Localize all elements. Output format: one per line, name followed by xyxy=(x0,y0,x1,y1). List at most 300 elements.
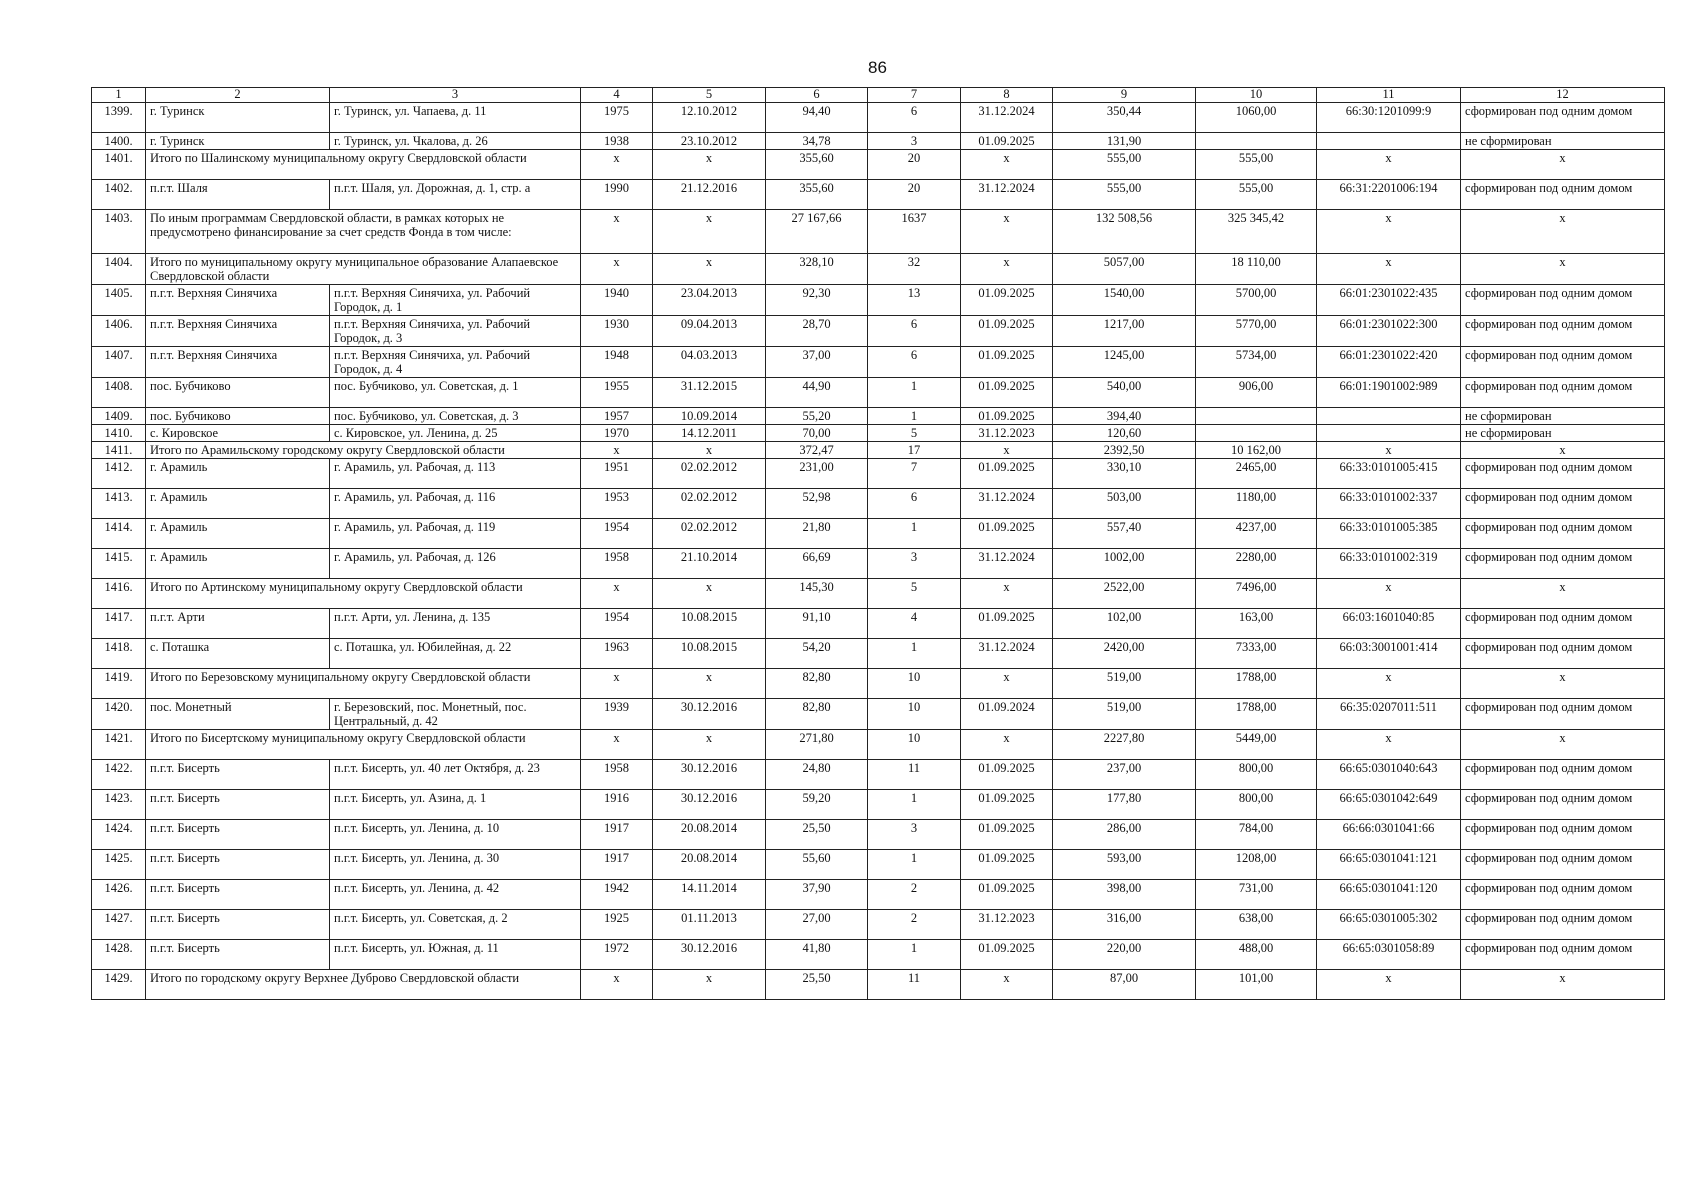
resettlement-deadline: 01.09.2025 xyxy=(961,940,1053,970)
row-number: 1425. xyxy=(92,850,146,880)
emergency-date: 10.09.2014 xyxy=(653,408,766,425)
cost-value xyxy=(1196,408,1317,425)
emergency-date: 21.12.2016 xyxy=(653,180,766,210)
emergency-date: 30.12.2016 xyxy=(653,760,766,790)
row-number: 1427. xyxy=(92,910,146,940)
table-row xyxy=(92,880,1665,910)
emergency-date: x xyxy=(653,730,766,760)
cadastral-number xyxy=(1317,425,1461,442)
table-row xyxy=(92,489,1665,519)
build-year: 1958 xyxy=(581,549,653,579)
cadastral-number: x xyxy=(1317,730,1461,760)
land-area: 519,00 xyxy=(1053,699,1196,730)
table-row xyxy=(92,103,1665,133)
build-year: x xyxy=(581,442,653,459)
total-caption: Итого по муниципальному округу муниципальное образование Алапаевское Свердловской области xyxy=(146,254,581,285)
col-header-8: 8 xyxy=(961,88,1053,103)
land-area: 2392,50 xyxy=(1053,442,1196,459)
land-area: 131,90 xyxy=(1053,133,1196,150)
cost-value xyxy=(1196,425,1317,442)
resettlement-deadline: 01.09.2025 xyxy=(961,609,1053,639)
resettlement-deadline: 01.09.2025 xyxy=(961,347,1053,378)
build-year: 1972 xyxy=(581,940,653,970)
cost-value: 325 345,42 xyxy=(1196,210,1317,254)
address: п.г.т. Бисерть, ул. Ленина, д. 10 xyxy=(330,820,581,850)
cadastral-number: 66:33:0101005:385 xyxy=(1317,519,1461,549)
area-value: 25,50 xyxy=(766,820,868,850)
table-row xyxy=(92,425,1665,442)
residents-count: 3 xyxy=(868,820,961,850)
land-area: 87,00 xyxy=(1053,970,1196,1000)
land-status: x xyxy=(1461,442,1665,459)
build-year: 1942 xyxy=(581,880,653,910)
table-row xyxy=(92,820,1665,850)
residents-count: 10 xyxy=(868,699,961,730)
residents-count: 20 xyxy=(868,150,961,180)
row-number: 1400. xyxy=(92,133,146,150)
table-row xyxy=(92,639,1665,669)
address: г. Туринск, ул. Чкалова, д. 26 xyxy=(330,133,581,150)
address: пос. Бубчиково, ул. Советская, д. 3 xyxy=(330,408,581,425)
col-header-4: 4 xyxy=(581,88,653,103)
address: п.г.т. Верхняя Синячиха, ул. Рабочий Городок, д. 3 xyxy=(330,316,581,347)
build-year: 1958 xyxy=(581,760,653,790)
area-value: 355,60 xyxy=(766,180,868,210)
row-number: 1419. xyxy=(92,669,146,699)
cadastral-number: 66:33:0101002:319 xyxy=(1317,549,1461,579)
table-total-row xyxy=(92,254,1665,285)
cadastral-number: 66:33:0101005:415 xyxy=(1317,459,1461,489)
total-caption: Итого по Бисертскому муниципальному округу Свердловской области xyxy=(146,730,581,760)
cadastral-number: 66:65:0301041:120 xyxy=(1317,880,1461,910)
table-total-row xyxy=(92,669,1665,699)
row-number: 1414. xyxy=(92,519,146,549)
municipality-name: г. Арамиль xyxy=(146,549,330,579)
land-status: сформирован под одним домом xyxy=(1461,489,1665,519)
cost-value: 1180,00 xyxy=(1196,489,1317,519)
address: г. Арамиль, ул. Рабочая, д. 126 xyxy=(330,549,581,579)
municipality-name: п.г.т. Верхняя Синячиха xyxy=(146,285,330,316)
cost-value: 1208,00 xyxy=(1196,850,1317,880)
cadastral-number: x xyxy=(1317,970,1461,1000)
cadastral-number: x xyxy=(1317,254,1461,285)
land-area: 177,80 xyxy=(1053,790,1196,820)
residents-count: 5 xyxy=(868,579,961,609)
table-row xyxy=(92,180,1665,210)
row-number: 1406. xyxy=(92,316,146,347)
row-number: 1417. xyxy=(92,609,146,639)
municipality-name: с. Кировское xyxy=(146,425,330,442)
area-value: 372,47 xyxy=(766,442,868,459)
table-total-row xyxy=(92,150,1665,180)
land-area: 2227,80 xyxy=(1053,730,1196,760)
table-row xyxy=(92,347,1665,378)
land-status: x xyxy=(1461,970,1665,1000)
land-status: x xyxy=(1461,254,1665,285)
area-value: 328,10 xyxy=(766,254,868,285)
residents-count: 32 xyxy=(868,254,961,285)
residents-count: 6 xyxy=(868,316,961,347)
build-year: 1930 xyxy=(581,316,653,347)
cadastral-number: 66:65:0301058:89 xyxy=(1317,940,1461,970)
address: п.г.т. Бисерть, ул. Советская, д. 2 xyxy=(330,910,581,940)
land-status: сформирован под одним домом xyxy=(1461,790,1665,820)
col-header-2: 2 xyxy=(146,88,330,103)
cost-value: 638,00 xyxy=(1196,910,1317,940)
municipality-name: п.г.т. Бисерть xyxy=(146,910,330,940)
address: с. Поташка, ул. Юбилейная, д. 22 xyxy=(330,639,581,669)
build-year: 1954 xyxy=(581,519,653,549)
land-area: 398,00 xyxy=(1053,880,1196,910)
land-area: 2420,00 xyxy=(1053,639,1196,669)
emergency-date: 02.02.2012 xyxy=(653,489,766,519)
cadastral-number: 66:33:0101002:337 xyxy=(1317,489,1461,519)
land-status: сформирован под одним домом xyxy=(1461,609,1665,639)
row-number: 1407. xyxy=(92,347,146,378)
land-status: сформирован под одним домом xyxy=(1461,760,1665,790)
build-year: 1917 xyxy=(581,850,653,880)
land-area: 120,60 xyxy=(1053,425,1196,442)
row-number: 1408. xyxy=(92,378,146,408)
address: п.г.т. Арти, ул. Ленина, д. 135 xyxy=(330,609,581,639)
build-year: x xyxy=(581,210,653,254)
cost-value: 1788,00 xyxy=(1196,669,1317,699)
table-row xyxy=(92,910,1665,940)
municipality-name: г. Туринск xyxy=(146,133,330,150)
row-number: 1421. xyxy=(92,730,146,760)
cadastral-number: 66:65:0301041:121 xyxy=(1317,850,1461,880)
land-area: 2522,00 xyxy=(1053,579,1196,609)
emergency-date: 01.11.2013 xyxy=(653,910,766,940)
land-status: сформирован под одним домом xyxy=(1461,378,1665,408)
municipality-name: г. Арамиль xyxy=(146,489,330,519)
area-value: 82,80 xyxy=(766,669,868,699)
build-year: x xyxy=(581,254,653,285)
cost-value: 784,00 xyxy=(1196,820,1317,850)
row-number: 1424. xyxy=(92,820,146,850)
row-number: 1399. xyxy=(92,103,146,133)
resettlement-deadline: x xyxy=(961,150,1053,180)
cost-value: 101,00 xyxy=(1196,970,1317,1000)
land-status: сформирован под одним домом xyxy=(1461,910,1665,940)
address: г. Арамиль, ул. Рабочая, д. 119 xyxy=(330,519,581,549)
address: п.г.т. Бисерть, ул. 40 лет Октября, д. 23 xyxy=(330,760,581,790)
area-value: 355,60 xyxy=(766,150,868,180)
residents-count: 1 xyxy=(868,408,961,425)
area-value: 70,00 xyxy=(766,425,868,442)
table-row xyxy=(92,408,1665,425)
address: п.г.т. Шаля, ул. Дорожная, д. 1, стр. а xyxy=(330,180,581,210)
land-status: сформирован под одним домом xyxy=(1461,180,1665,210)
resettlement-deadline: 31.12.2024 xyxy=(961,180,1053,210)
area-value: 21,80 xyxy=(766,519,868,549)
build-year: x xyxy=(581,730,653,760)
row-number: 1411. xyxy=(92,442,146,459)
build-year: 1917 xyxy=(581,820,653,850)
residents-count: 6 xyxy=(868,103,961,133)
build-year: 1940 xyxy=(581,285,653,316)
cadastral-number: 66:03:3001001:414 xyxy=(1317,639,1461,669)
table-total-row xyxy=(92,442,1665,459)
municipality-name: п.г.т. Бисерть xyxy=(146,880,330,910)
resettlement-deadline: 31.12.2024 xyxy=(961,639,1053,669)
area-value: 271,80 xyxy=(766,730,868,760)
land-area: 557,40 xyxy=(1053,519,1196,549)
address: г. Туринск, ул. Чапаева, д. 11 xyxy=(330,103,581,133)
resettlement-deadline: 01.09.2025 xyxy=(961,820,1053,850)
col-header-6: 6 xyxy=(766,88,868,103)
total-caption: По иным программам Свердловской области, в рамках которых не предусмотрено финансирование за счет средств Фонда в том числе: xyxy=(146,210,581,254)
emergency-date: x xyxy=(653,970,766,1000)
cadastral-number: 66:31:2201006:194 xyxy=(1317,180,1461,210)
cost-value: 555,00 xyxy=(1196,150,1317,180)
residents-count: 20 xyxy=(868,180,961,210)
row-number: 1404. xyxy=(92,254,146,285)
cadastral-number xyxy=(1317,133,1461,150)
residents-count: 4 xyxy=(868,609,961,639)
resettlement-deadline: x xyxy=(961,730,1053,760)
residents-count: 5 xyxy=(868,425,961,442)
cost-value: 1788,00 xyxy=(1196,699,1317,730)
col-header-1: 1 xyxy=(92,88,146,103)
table-total-row xyxy=(92,970,1665,1000)
build-year: 1975 xyxy=(581,103,653,133)
build-year: 1970 xyxy=(581,425,653,442)
build-year: 1938 xyxy=(581,133,653,150)
table-row xyxy=(92,940,1665,970)
residents-count: 6 xyxy=(868,489,961,519)
land-status: сформирован под одним домом xyxy=(1461,850,1665,880)
cost-value: 731,00 xyxy=(1196,880,1317,910)
build-year: x xyxy=(581,669,653,699)
resettlement-deadline: 01.09.2025 xyxy=(961,378,1053,408)
cost-value: 4237,00 xyxy=(1196,519,1317,549)
row-number: 1415. xyxy=(92,549,146,579)
area-value: 82,80 xyxy=(766,699,868,730)
area-value: 27 167,66 xyxy=(766,210,868,254)
row-number: 1401. xyxy=(92,150,146,180)
land-status: сформирован под одним домом xyxy=(1461,285,1665,316)
resettlement-deadline: x xyxy=(961,970,1053,1000)
emergency-date: 10.08.2015 xyxy=(653,609,766,639)
resettlement-deadline: 01.09.2025 xyxy=(961,880,1053,910)
build-year: x xyxy=(581,579,653,609)
resettlement-deadline: 01.09.2025 xyxy=(961,850,1053,880)
area-value: 54,20 xyxy=(766,639,868,669)
build-year: 1955 xyxy=(581,378,653,408)
municipality-name: п.г.т. Бисерть xyxy=(146,850,330,880)
cost-value: 555,00 xyxy=(1196,180,1317,210)
emergency-date: x xyxy=(653,254,766,285)
table-row xyxy=(92,378,1665,408)
emergency-date: 02.02.2012 xyxy=(653,519,766,549)
area-value: 44,90 xyxy=(766,378,868,408)
land-area: 316,00 xyxy=(1053,910,1196,940)
land-status: x xyxy=(1461,669,1665,699)
cadastral-number: 66:65:0301005:302 xyxy=(1317,910,1461,940)
cadastral-number: 66:01:2301022:420 xyxy=(1317,347,1461,378)
build-year: 1963 xyxy=(581,639,653,669)
land-area: 5057,00 xyxy=(1053,254,1196,285)
cost-value: 2465,00 xyxy=(1196,459,1317,489)
municipality-name: с. Поташка xyxy=(146,639,330,669)
build-year: x xyxy=(581,150,653,180)
land-area: 220,00 xyxy=(1053,940,1196,970)
area-value: 28,70 xyxy=(766,316,868,347)
resettlement-deadline: 31.12.2024 xyxy=(961,549,1053,579)
emergency-date: 20.08.2014 xyxy=(653,850,766,880)
cost-value: 7333,00 xyxy=(1196,639,1317,669)
cadastral-number xyxy=(1317,408,1461,425)
row-number: 1402. xyxy=(92,180,146,210)
area-value: 55,20 xyxy=(766,408,868,425)
municipality-name: г. Туринск xyxy=(146,103,330,133)
land-area: 540,00 xyxy=(1053,378,1196,408)
build-year: 1957 xyxy=(581,408,653,425)
emergency-date: x xyxy=(653,150,766,180)
cadastral-number: 66:65:0301040:643 xyxy=(1317,760,1461,790)
residents-count: 1 xyxy=(868,790,961,820)
cadastral-number: 66:35:0207011:511 xyxy=(1317,699,1461,730)
resettlement-deadline: 31.12.2024 xyxy=(961,489,1053,519)
emergency-date: x xyxy=(653,669,766,699)
address: п.г.т. Бисерть, ул. Ленина, д. 42 xyxy=(330,880,581,910)
residents-count: 7 xyxy=(868,459,961,489)
land-area: 519,00 xyxy=(1053,669,1196,699)
area-value: 37,90 xyxy=(766,880,868,910)
land-status: сформирован под одним домом xyxy=(1461,940,1665,970)
area-value: 37,00 xyxy=(766,347,868,378)
emergency-date: 30.12.2016 xyxy=(653,790,766,820)
residents-count: 3 xyxy=(868,549,961,579)
area-value: 55,60 xyxy=(766,850,868,880)
resettlement-deadline: x xyxy=(961,210,1053,254)
cadastral-number: x xyxy=(1317,210,1461,254)
total-caption: Итого по Шалинскому муниципальному округу Свердловской области xyxy=(146,150,581,180)
table-total-row xyxy=(92,730,1665,760)
cost-value: 5700,00 xyxy=(1196,285,1317,316)
land-status: не сформирован xyxy=(1461,133,1665,150)
residents-count: 1 xyxy=(868,378,961,408)
resettlement-deadline: 31.12.2024 xyxy=(961,103,1053,133)
land-status: сформирован под одним домом xyxy=(1461,459,1665,489)
residents-count: 1 xyxy=(868,519,961,549)
col-header-11: 11 xyxy=(1317,88,1461,103)
table-row xyxy=(92,519,1665,549)
emergency-date: 31.12.2015 xyxy=(653,378,766,408)
land-status: сформирован под одним домом xyxy=(1461,820,1665,850)
cadastral-number: 66:01:1901002:989 xyxy=(1317,378,1461,408)
residents-count: 13 xyxy=(868,285,961,316)
address: п.г.т. Бисерть, ул. Ленина, д. 30 xyxy=(330,850,581,880)
area-value: 24,80 xyxy=(766,760,868,790)
residents-count: 11 xyxy=(868,760,961,790)
build-year: 1916 xyxy=(581,790,653,820)
residents-count: 10 xyxy=(868,730,961,760)
area-value: 91,10 xyxy=(766,609,868,639)
table-row xyxy=(92,133,1665,150)
cost-value xyxy=(1196,133,1317,150)
address: пос. Бубчиково, ул. Советская, д. 1 xyxy=(330,378,581,408)
emergency-date: 23.10.2012 xyxy=(653,133,766,150)
row-number: 1413. xyxy=(92,489,146,519)
build-year: 1953 xyxy=(581,489,653,519)
area-value: 145,30 xyxy=(766,579,868,609)
resettlement-deadline: 01.09.2024 xyxy=(961,699,1053,730)
emergency-date: 21.10.2014 xyxy=(653,549,766,579)
land-status: x xyxy=(1461,730,1665,760)
municipality-name: г. Арамиль xyxy=(146,519,330,549)
total-caption: Итого по Березовскому муниципальному округу Свердловской области xyxy=(146,669,581,699)
table-row xyxy=(92,459,1665,489)
municipality-name: пос. Бубчиково xyxy=(146,378,330,408)
land-status: сформирован под одним домом xyxy=(1461,880,1665,910)
build-year: 1954 xyxy=(581,609,653,639)
address: п.г.т. Верхняя Синячиха, ул. Рабочий Городок, д. 4 xyxy=(330,347,581,378)
cost-value: 488,00 xyxy=(1196,940,1317,970)
table-total-row xyxy=(92,579,1665,609)
address: п.г.т. Бисерть, ул. Азина, д. 1 xyxy=(330,790,581,820)
table-row xyxy=(92,316,1665,347)
resettlement-deadline: x xyxy=(961,442,1053,459)
cost-value: 1060,00 xyxy=(1196,103,1317,133)
cost-value: 18 110,00 xyxy=(1196,254,1317,285)
resettlement-deadline: x xyxy=(961,579,1053,609)
land-area: 132 508,56 xyxy=(1053,210,1196,254)
land-status: сформирован под одним домом xyxy=(1461,639,1665,669)
area-value: 94,40 xyxy=(766,103,868,133)
municipality-name: пос. Бубчиково xyxy=(146,408,330,425)
residents-count: 2 xyxy=(868,880,961,910)
col-header-10: 10 xyxy=(1196,88,1317,103)
resettlement-deadline: 01.09.2025 xyxy=(961,408,1053,425)
resettlement-deadline: x xyxy=(961,669,1053,699)
cost-value: 163,00 xyxy=(1196,609,1317,639)
row-number: 1429. xyxy=(92,970,146,1000)
land-area: 503,00 xyxy=(1053,489,1196,519)
municipality-name: п.г.т. Бисерть xyxy=(146,790,330,820)
residents-count: 1637 xyxy=(868,210,961,254)
land-status: сформирован под одним домом xyxy=(1461,103,1665,133)
municipality-name: п.г.т. Бисерть xyxy=(146,940,330,970)
land-status: сформирован под одним домом xyxy=(1461,549,1665,579)
resettlement-deadline: 31.12.2023 xyxy=(961,910,1053,940)
land-area: 330,10 xyxy=(1053,459,1196,489)
land-area: 1217,00 xyxy=(1053,316,1196,347)
build-year: x xyxy=(581,970,653,1000)
residents-count: 17 xyxy=(868,442,961,459)
municipality-name: п.г.т. Верхняя Синячиха xyxy=(146,347,330,378)
land-area: 102,00 xyxy=(1053,609,1196,639)
col-header-9: 9 xyxy=(1053,88,1196,103)
residents-count: 1 xyxy=(868,940,961,970)
col-header-12: 12 xyxy=(1461,88,1665,103)
column-number-header-row xyxy=(92,88,1665,103)
area-value: 92,30 xyxy=(766,285,868,316)
land-status: сформирован под одним домом xyxy=(1461,347,1665,378)
land-area: 593,00 xyxy=(1053,850,1196,880)
land-area: 286,00 xyxy=(1053,820,1196,850)
resettlement-deadline: x xyxy=(961,254,1053,285)
cadastral-number: x xyxy=(1317,150,1461,180)
cost-value: 800,00 xyxy=(1196,760,1317,790)
land-status: сформирован под одним домом xyxy=(1461,699,1665,730)
land-status: x xyxy=(1461,150,1665,180)
row-number: 1409. xyxy=(92,408,146,425)
emergency-date: 23.04.2013 xyxy=(653,285,766,316)
residents-count: 6 xyxy=(868,347,961,378)
table-total-row xyxy=(92,210,1665,254)
